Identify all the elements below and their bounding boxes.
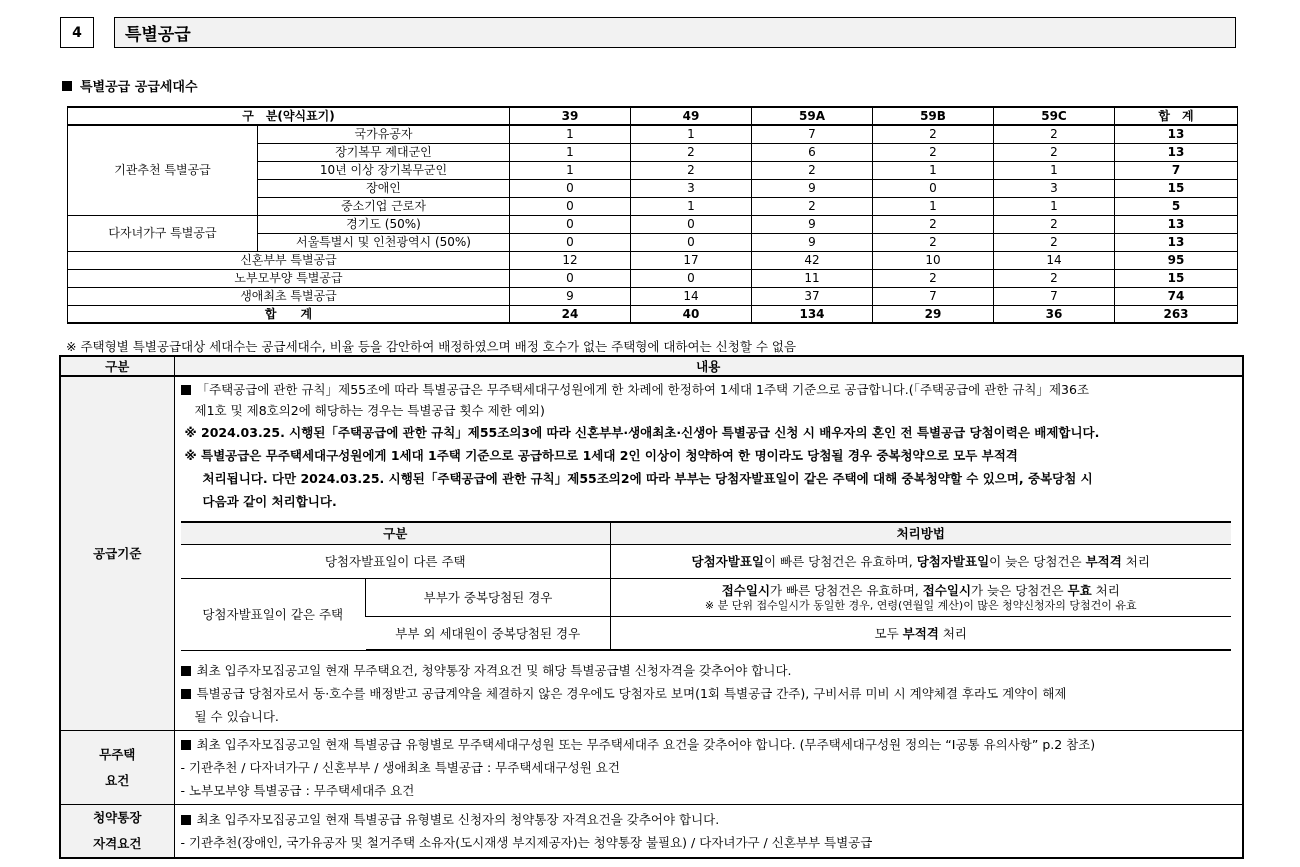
value-cell: 1	[631, 125, 752, 143]
value-cell: 6	[752, 143, 873, 161]
paragraph-line: - 노부모부양 특별공급 : 무주택세대주 요건	[180, 783, 415, 798]
category-label: 노부모부양 특별공급	[68, 269, 510, 287]
section-number: 4	[60, 17, 94, 48]
value-cell: 0	[510, 179, 631, 197]
value-cell: 9	[752, 215, 873, 233]
paragraph-line	[181, 682, 1237, 705]
value-cell: 2	[873, 233, 994, 251]
subcategory-label: 장애인	[258, 179, 510, 197]
emphasis-text: 당첨자발표일	[691, 554, 764, 569]
header-type: 49	[631, 107, 752, 125]
value-cell: 3	[631, 179, 752, 197]
section-header	[60, 17, 1236, 48]
method-text: 이 빠른 당첨건은 유효하며,	[763, 554, 917, 569]
emphasis-text: 접수일시	[922, 583, 972, 598]
process-row	[181, 544, 1231, 578]
label-line: 요건	[105, 772, 130, 788]
subcategory-label: 중소기업 근로자	[258, 197, 510, 215]
value-cell: 0	[510, 269, 631, 287]
subcategory-label: 국가유공자	[258, 125, 510, 143]
group-label: 다자녀가구 특별공급	[68, 215, 258, 251]
value-cell: 2	[994, 143, 1115, 161]
value-cell: 2	[994, 215, 1115, 233]
process-subcategory: 부부 외 세대원이 중복당첨된 경우	[366, 616, 611, 650]
paragraph-text: 최초 입주자모집공고일 현재 특별공급 유형별로 무주택세대구성원 또는 무주택세대주 요건을 갖추어야 합니다. (무주택세대구성원 정의는 “Ⅰ공통 유의사항” p.2 참조)	[196, 737, 1096, 752]
criteria-table	[59, 355, 1244, 859]
process-method	[611, 578, 1231, 616]
criteria-content-supply-standard	[174, 376, 1243, 731]
method-text: 처리	[938, 625, 967, 641]
subcategory-label: 경기도 (50%)	[258, 215, 510, 233]
criteria-content-no-home	[174, 731, 1243, 805]
value-cell: 2	[631, 143, 752, 161]
total-cell: 263	[1115, 305, 1238, 323]
subcategory-label: 장기복무 제대군인	[258, 143, 510, 161]
supply-total-row	[68, 305, 1238, 323]
section-title: 특별공급	[114, 17, 1236, 48]
category-label: 생애최초 특별공급	[68, 287, 510, 305]
value-cell: 40	[631, 305, 752, 323]
value-cell: 1	[873, 197, 994, 215]
process-header-category: 구분	[181, 522, 611, 544]
criteria-row-supply-standard	[60, 376, 1243, 731]
value-cell: 37	[752, 287, 873, 305]
total-cell: 15	[1115, 269, 1238, 287]
value-cell: 7	[873, 287, 994, 305]
total-cell: 7	[1115, 161, 1238, 179]
paragraph-line: ※ 2024.03.25. 시행된「주택공급에 관한 규칙」제55조의3에 따라 신혼부부·생애최초·신생아 특별공급 신청 시 배우자의 혼인 전 특별공급 당첨이력은 배제합니다.	[184, 425, 1100, 440]
value-cell: 2	[873, 125, 994, 143]
supply-row	[68, 269, 1238, 287]
square-bullet-icon	[62, 81, 72, 91]
value-cell: 10	[873, 251, 994, 269]
value-cell: 42	[752, 251, 873, 269]
value-cell: 12	[510, 251, 631, 269]
total-cell: 13	[1115, 233, 1238, 251]
value-cell: 29	[873, 305, 994, 323]
group-label: 기관추천 특별공급	[68, 125, 258, 215]
method-text: 처리	[1121, 554, 1150, 569]
value-cell: 2	[752, 197, 873, 215]
label-line: 청약통장	[93, 810, 142, 825]
total-cell: 15	[1115, 179, 1238, 197]
value-cell: 36	[994, 305, 1115, 323]
criteria-header-row	[60, 356, 1243, 376]
process-subcategory: 부부가 중복당첨된 경우	[366, 578, 611, 616]
value-cell: 2	[631, 161, 752, 179]
value-cell: 0	[510, 197, 631, 215]
emphasis-text: 무효	[1067, 583, 1092, 598]
header-type: 59B	[873, 107, 994, 125]
header-category: 구 분(약식표기)	[68, 107, 510, 125]
process-row	[181, 578, 1231, 616]
supply-table	[67, 106, 1238, 324]
subheading	[62, 76, 198, 95]
criteria-content-account	[174, 805, 1243, 859]
value-cell: 1	[873, 161, 994, 179]
paragraph-line: 다음과 같이 처리합니다.	[202, 494, 337, 509]
total-cell: 74	[1115, 287, 1238, 305]
label-line: 자격요건	[93, 836, 142, 851]
criteria-label-supply-standard: 공급기준	[60, 376, 174, 731]
value-cell: 0	[631, 215, 752, 233]
paragraph-text: 최초 입주자모집공고일 현재 특별공급 유형별로 신청자의 청약통장 자격요건을 갖추어야 합니다.	[196, 812, 720, 827]
supply-row	[68, 125, 1238, 143]
total-label: 합 계	[68, 305, 510, 323]
process-category: 당첨자발표일이 같은 주택	[181, 578, 366, 650]
square-bullet-icon	[181, 385, 191, 395]
total-cell: 13	[1115, 215, 1238, 233]
subcategory-label: 서울특별시 및 인천광역시 (50%)	[258, 233, 510, 251]
paragraph-line: 처리됩니다. 다만 2024.03.25. 시행된「주택공급에 관한 규칙」제55조의2에 따라 부부는 당첨자발표일이 같은 주택에 대해 중복청약할 수 있으며, 중복당첨 시	[202, 471, 1093, 486]
total-cell: 95	[1115, 251, 1238, 269]
supply-row	[68, 287, 1238, 305]
paragraph-line: ※ 특별공급은 무주택세대구성원에게 1세대 1주택 기준으로 공급하므로 1세대 2인 이상이 청약하여 한 명이라도 당첨될 경우 중복청약으로 모두 부적격	[184, 448, 1018, 463]
value-cell: 1	[510, 143, 631, 161]
value-cell: 9	[510, 287, 631, 305]
method-text: 가 늦은 당첨건은	[971, 583, 1068, 598]
paragraph-text: 「주택공급에 관한 규칙」제55조에 따라 특별공급은 무주택세대구성원에게 한 차례에 한정하여 1세대 1주택 기준으로 공급합니다.(「주택공급에 관한 규칙」제36조	[196, 382, 1090, 397]
method-text: 이 늦은 당첨건은	[989, 554, 1086, 569]
value-cell: 14	[631, 287, 752, 305]
paragraph-text: 최초 입주자모집공고일 현재 무주택요건, 청약통장 자격요건 및 해당 특별공급별 신청자격을 갖추어야 합니다.	[196, 663, 792, 678]
category-label: 신혼부부 특별공급	[68, 251, 510, 269]
value-cell: 14	[994, 251, 1115, 269]
value-cell: 1	[510, 125, 631, 143]
paragraph-line: 될 수 있습니다.	[194, 709, 279, 724]
process-header-row	[181, 522, 1231, 544]
criteria-label-no-home	[60, 731, 174, 805]
value-cell: 2	[873, 215, 994, 233]
value-cell: 0	[873, 179, 994, 197]
value-cell: 2	[752, 161, 873, 179]
method-footnote: ※ 분 단위 접수일시가 동일한 경우, 연령(연월일 계산)이 많은 청약신청자의 당첨건이 유효	[704, 599, 1137, 612]
value-cell: 1	[631, 197, 752, 215]
process-method	[611, 616, 1231, 650]
value-cell: 0	[510, 215, 631, 233]
allocation-note: ※ 주택형별 특별공급대상 세대수는 공급세대수, 비율 등을 감안하여 배정하였으며 배정 호수가 없는 주택형에 대하여는 신청할 수 없음	[66, 339, 797, 354]
paragraph-line	[181, 379, 1237, 400]
value-cell: 7	[994, 287, 1115, 305]
value-cell: 2	[873, 269, 994, 287]
square-bullet-icon	[181, 815, 191, 825]
criteria-label-account	[60, 805, 174, 859]
value-cell: 24	[510, 305, 631, 323]
value-cell: 2	[994, 269, 1115, 287]
header-type: 59C	[994, 107, 1115, 125]
emphasis-text: 부적격	[902, 625, 939, 641]
paragraph-line: - 기관추천 / 다자녀가구 / 신혼부부 / 생애최초 특별공급 : 무주택세대구성원 요건	[180, 760, 620, 775]
paragraph-line: 제1호 및 제8호의2에 해당하는 경우는 특별공급 횟수 제한 예외)	[194, 403, 545, 418]
square-bullet-icon	[181, 689, 191, 699]
total-cell: 5	[1115, 197, 1238, 215]
value-cell: 2	[873, 143, 994, 161]
header-type: 59A	[752, 107, 873, 125]
emphasis-text: 당첨자발표일	[916, 554, 990, 569]
criteria-header-content: 내용	[174, 356, 1243, 376]
emphasis-text: 부적격	[1085, 554, 1122, 569]
header-total: 합 계	[1115, 107, 1238, 125]
value-cell: 9	[752, 233, 873, 251]
paragraph-line	[181, 808, 1237, 831]
square-bullet-icon	[181, 740, 191, 750]
emphasis-text: 접수일시	[721, 583, 771, 598]
value-cell: 0	[631, 233, 752, 251]
duplicate-win-process-table	[181, 521, 1231, 651]
value-cell: 134	[752, 305, 873, 323]
supply-row	[68, 215, 1238, 233]
value-cell: 0	[631, 269, 752, 287]
total-cell: 13	[1115, 125, 1238, 143]
subcategory-label: 10년 이상 장기복무군인	[258, 161, 510, 179]
criteria-row-account	[60, 805, 1243, 859]
supply-header-row	[68, 107, 1238, 125]
value-cell: 17	[631, 251, 752, 269]
value-cell: 2	[994, 233, 1115, 251]
method-text: 가 빠른 당첨건은 유효하며,	[770, 583, 923, 598]
value-cell: 3	[994, 179, 1115, 197]
header-type: 39	[510, 107, 631, 125]
value-cell: 0	[510, 233, 631, 251]
square-bullet-icon	[181, 666, 191, 676]
value-cell: 1	[510, 161, 631, 179]
value-cell: 9	[752, 179, 873, 197]
paragraph-line	[181, 733, 1237, 756]
criteria-row-no-home	[60, 731, 1243, 805]
process-category: 당첨자발표일이 다른 주택	[181, 544, 611, 578]
paragraph-line	[181, 659, 1237, 682]
method-text: 모두	[874, 625, 903, 641]
label-line: 무주택	[99, 746, 136, 762]
value-cell: 1	[994, 197, 1115, 215]
paragraph-line: - 기관추천(장애인, 국가유공자 및 철거주택 소유자(도시재생 부지제공자)는 청약통장 불필요) / 다자녀가구 / 신혼부부 특별공급	[180, 835, 873, 850]
criteria-header-category: 구분	[60, 356, 174, 376]
value-cell: 7	[752, 125, 873, 143]
paragraph-text: 특별공급 당첨자로서 동·호수를 배정받고 공급계약을 체결하지 않은 경우에도 당첨자로 보며(1회 특별공급 간주), 구비서류 미비 시 계약체결 후라도 계약이 해제	[196, 686, 1067, 701]
value-cell: 11	[752, 269, 873, 287]
value-cell: 2	[994, 125, 1115, 143]
supply-row	[68, 251, 1238, 269]
process-header-method: 처리방법	[611, 522, 1231, 544]
total-cell: 13	[1115, 143, 1238, 161]
process-method	[611, 544, 1231, 578]
subheading-text: 특별공급 공급세대수	[80, 80, 198, 95]
value-cell: 1	[994, 161, 1115, 179]
method-text: 처리	[1091, 583, 1120, 598]
